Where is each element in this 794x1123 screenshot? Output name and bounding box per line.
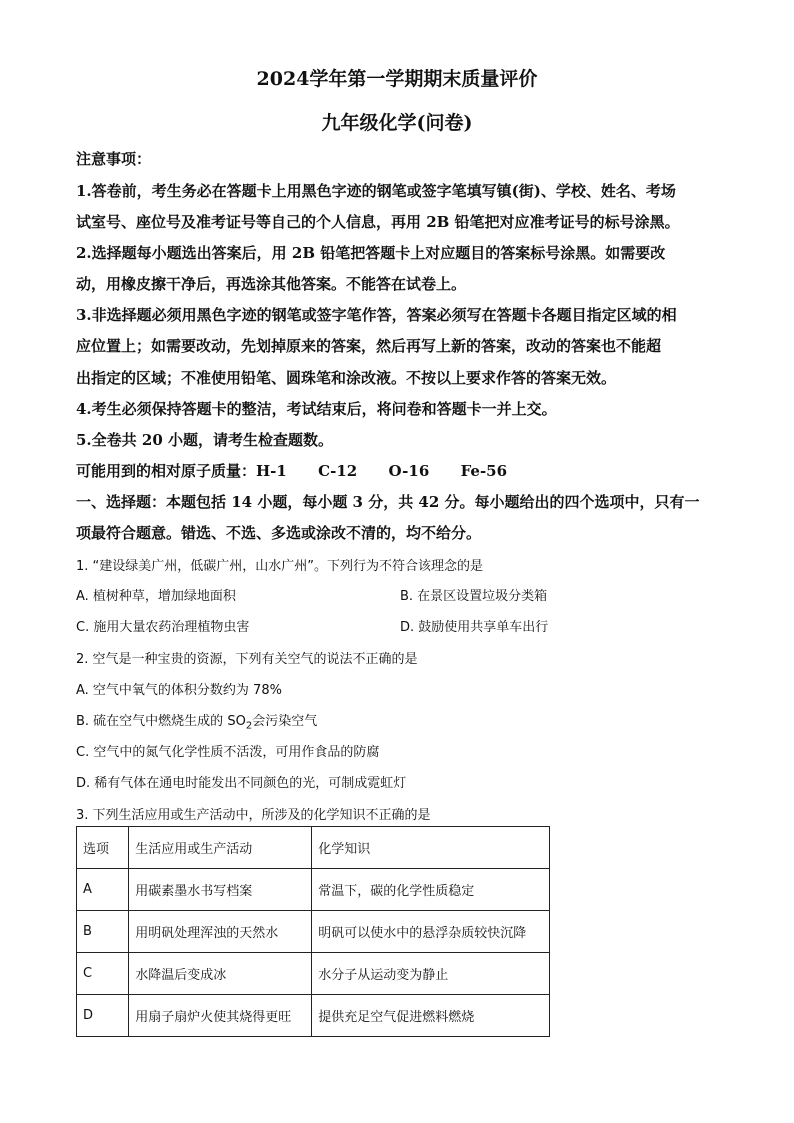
question-3-stem: 3. 下列生活应用或生产活动中，所涉及的化学知识不正确的是 (76, 808, 431, 823)
q1-option-a: A. 植树种草，增加绿地面积 (76, 589, 236, 604)
question-2-stem: 2. 空气是一种宝贵的资源，下列有关空气的说法不正确的是 (76, 652, 418, 667)
note-line: 应位置上；如需要改动，先划掉原来的答案，然后再写上新的答案，改动的答案也不能超 (76, 337, 662, 355)
q2-option-b-text: B. 硫在空气中燃烧生成的 SO (76, 714, 246, 729)
table-header-cell: 化学知识 (312, 827, 550, 869)
table-cell: B (77, 911, 129, 953)
q2-option-b (76, 710, 317, 732)
table-row (77, 869, 550, 911)
question-1-stem: 1. “建设绿美广州，低碳广州，山水广州”。下列行为不符合该理念的是 (76, 559, 484, 574)
notes-heading: 注意事项： (76, 150, 152, 168)
table-row (77, 995, 550, 1037)
table-cell: 用明矾处理浑浊的天然水 (129, 911, 312, 953)
q2-option-b-subscript: 2 (245, 720, 253, 732)
table-cell: D (77, 995, 129, 1037)
table-cell: 提供充足空气促进燃料燃烧 (312, 995, 550, 1037)
table-header-row (77, 827, 550, 869)
table-row (77, 953, 550, 995)
table-cell: C (77, 953, 129, 995)
q1-option-c: C. 施用大量农药治理植物虫害 (76, 620, 250, 635)
table-cell: 水分子从运动变为静止 (312, 953, 550, 995)
atomic-masses: 可能用到的相对原子质量：H-1 C-12 O-16 Fe-56 (76, 462, 508, 480)
exam-subtitle: 九年级化学(问卷) (321, 112, 473, 134)
q2-option-d: D. 稀有气体在通电时能发出不同颜色的光，可制成霓虹灯 (76, 776, 407, 791)
note-line: 5.全卷共 20 小题，请考生检查题数。 (76, 431, 333, 449)
table-cell: 常温下，碳的化学性质稳定 (312, 869, 550, 911)
table-cell: A (77, 869, 129, 911)
q2-option-a: A. 空气中氧气的体积分数约为 78% (76, 683, 282, 698)
note-line: 1.答卷前，考生务必在答题卡上用黑色字迹的钢笔或签字笔填写镇(街)、学校、姓名、考场 (76, 182, 676, 200)
note-line: 2.选择题每小题选出答案后，用 2B 铅笔把答题卡上对应题目的答案标号涂黑。如需要改 (76, 244, 666, 262)
exam-title: 2024学年第一学期期末质量评价 (256, 68, 538, 90)
note-line: 动，用橡皮擦干净后，再选涂其他答案。不能答在试卷上。 (76, 275, 467, 293)
table-cell: 明矾可以使水中的悬浮杂质较快沉降 (312, 911, 550, 953)
table-header-cell: 生活应用或生产活动 (129, 827, 312, 869)
q1-option-d: D. 鼓励使用共享单车出行 (400, 620, 549, 635)
q3-table (76, 826, 550, 1037)
q1-option-b: B. 在景区设置垃圾分类箱 (400, 589, 548, 604)
table-header-cell: 选项 (77, 827, 129, 869)
note-line: 3.非选择题必须用黑色字迹的钢笔或签字笔作答，答案必须写在答题卡各题目指定区域的相 (76, 306, 677, 324)
q2-option-b-text-end: 会污染空气 (252, 714, 318, 729)
section-heading: 一、选择题：本题包括 14 小题，每小题 3 分，共 42 分。每小题给出的四个选项中，只有一 (76, 493, 700, 511)
note-line: 试室号、座位号及准考证号等自己的个人信息，再用 2B 铅笔把对应准考证号的标号涂黑。 (76, 213, 680, 231)
table-cell: 用碳素墨水书写档案 (129, 869, 312, 911)
note-line: 4.考生必须保持答题卡的整洁，考试结束后，将问卷和答题卡一并上交。 (76, 400, 557, 418)
table-cell: 水降温后变成冰 (129, 953, 312, 995)
note-line: 出指定的区域；不准使用铅笔、圆珠笔和涂改液。不按以上要求作答的答案无效。 (76, 369, 617, 387)
q2-option-c: C. 空气中的氮气化学性质不活泼，可用作食品的防腐 (76, 745, 380, 760)
table-cell: 用扇子扇炉火使其烧得更旺 (129, 995, 312, 1037)
table-row (77, 911, 550, 953)
section-heading-cont: 项最符合题意。错选、不选、多选或涂改不清的，均不给分。 (76, 524, 482, 542)
